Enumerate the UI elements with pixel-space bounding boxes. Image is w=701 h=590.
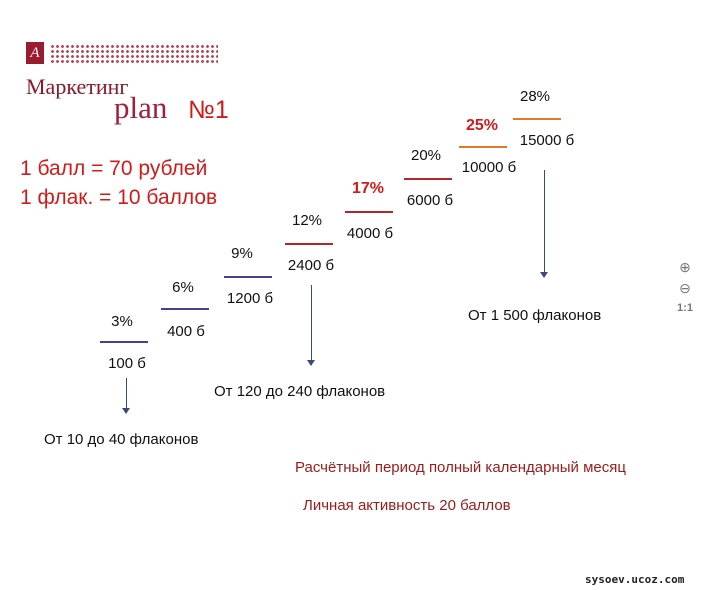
brand-dots-pattern	[50, 44, 218, 64]
brand-logo-mark: А	[26, 42, 44, 64]
step-points: 6000 б	[406, 192, 454, 209]
step-divider	[100, 341, 148, 343]
note-personal-activity: Личная активность 20 баллов	[303, 497, 511, 514]
step-points: 1200 б	[226, 290, 274, 307]
step-percent-highlight: 25%	[465, 117, 499, 134]
step-points: 2400 б	[287, 257, 335, 274]
zoom-out-icon[interactable]: ⊖	[679, 280, 691, 296]
rule-bottle-to-points: 1 флак. = 10 баллов	[20, 186, 218, 209]
step-divider	[161, 308, 209, 310]
arrow-down-icon	[311, 285, 312, 365]
step-points: 4000 б	[346, 225, 394, 242]
step-percent: 9%	[231, 245, 253, 262]
step-divider	[459, 146, 507, 148]
group-label-medium: От 120 до 240 флаконов	[214, 383, 386, 400]
step-points: 10000 б	[461, 159, 517, 176]
arrow-down-icon	[126, 378, 127, 413]
step-percent: 6%	[172, 279, 194, 296]
step-percent: 3%	[111, 313, 133, 330]
step-percent: 20%	[410, 147, 442, 164]
site-watermark: sysoev.ucoz.com	[585, 573, 685, 586]
zoom-reset-button[interactable]: 1:1	[677, 302, 693, 314]
step-divider	[404, 178, 452, 180]
step-points: 100 б	[108, 355, 146, 372]
step-divider	[224, 276, 272, 278]
brand-title-en: plan	[114, 90, 168, 125]
step-percent-highlight: 17%	[351, 180, 385, 197]
step-points: 15000 б	[519, 132, 575, 149]
group-label-small: От 10 до 40 флаконов	[44, 431, 199, 448]
rule-points-to-rubles: 1 балл = 70 рублей	[20, 157, 208, 180]
note-calculation-period: Расчётный период полный календарный месяц	[295, 459, 626, 476]
step-divider	[513, 118, 561, 120]
step-percent: 12%	[291, 212, 323, 229]
step-points: 400 б	[167, 323, 205, 340]
brand-title-ru: Маркетинг	[26, 74, 129, 99]
zoom-in-icon[interactable]: ⊕	[679, 259, 691, 275]
step-divider	[285, 243, 333, 245]
arrow-down-icon	[544, 170, 545, 277]
group-label-large: От 1 500 флаконов	[468, 307, 602, 324]
plan-number: №1	[188, 96, 229, 124]
step-divider	[345, 211, 393, 213]
step-percent: 28%	[519, 88, 551, 105]
